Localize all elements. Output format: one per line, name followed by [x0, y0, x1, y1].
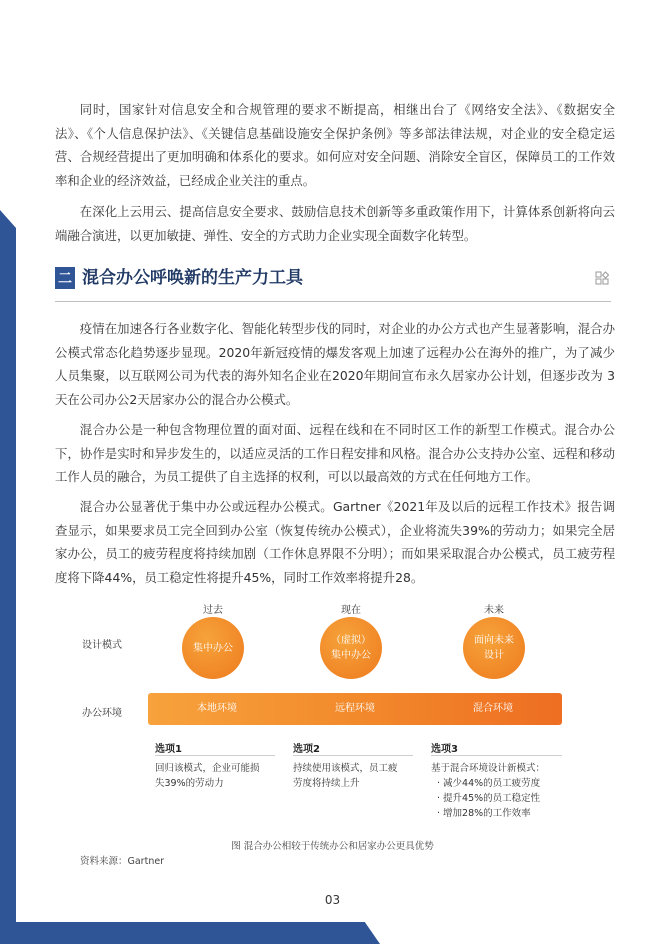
bottom-decoration-bar: [0, 922, 380, 944]
design-mode-present: [320, 617, 382, 679]
design-mode-future-line1: 面向未来: [474, 635, 514, 646]
option3-line3: · 提升45%的员工稳定性: [437, 793, 541, 804]
option3-rule: [431, 755, 562, 756]
option1-desc: [155, 761, 260, 791]
option3-title: 选项3: [431, 744, 458, 755]
left-decoration-bar: [0, 210, 16, 944]
page-number: 03: [324, 893, 341, 907]
figure-source: 资料来源：Gartner: [80, 856, 165, 867]
paragraph-regulation: 同时，国家针对信息安全和合规管理的要求不断提高，相继出台了《网络安全法》、《数据安全法》、《个人信息保护法》、《关键信息基础设施安全保护条例》等多部法律法规，对企业的安全稳定运营、合规经营提出了更加明确和体系化的要求。如何应对安全问题、消除安全盲区，保障员工的工作效率和企业的经济效益，已经成企业关注的重点。: [55, 102, 615, 188]
paragraph-hybrid-definition: 混合办公是一种包含物理位置的面对面、远程在线和在不同时区工作的新型工作模式。混合办公下，协作是实时和异步发生的，以适应灵活的工作日程安排和风格。混合办公支持办公室、远程和移动工作人员的融合，为员工提供了自主选择的权利，可以以最高效的方式在任何地方工作。: [55, 422, 615, 484]
section-title: 混合办公呼唤新的生产力工具: [82, 268, 303, 288]
option3-line1: 基于混合环境设计新模式：: [431, 763, 546, 774]
env-hybrid: 混合环境: [473, 703, 513, 714]
option1-title: 选项1: [155, 744, 182, 755]
design-mode-present-line1: （虚拟）: [331, 635, 371, 646]
env-local: 本地环境: [197, 703, 237, 714]
grid-icon: [595, 271, 609, 285]
option1-line1: 回归该模式，企业可能损: [155, 763, 260, 774]
paragraph-cloud: 在深化上云用云、提高信息安全要求、鼓励信息技术创新等多重政策作用下，计算体系创新将向云端融合演进，以更加敏捷、弹性、安全的方式助力企业实现全面数字化转型。: [55, 204, 615, 243]
env-remote: 远程环境: [335, 703, 375, 714]
paragraph-gartner: 混合办公显著优于集中办公或远程办公模式。Gartner《2021年及以后的远程工作技术》报告调查显示，如果要求员工完全回到办公室（恢复传统办公模式），企业将流失39%的劳动力；如果完全居家办公，员工的疲劳程度将持续加剧（工作休息界限不分明）；而如果采取混合办公模式，员工疲劳程度将下降44%，员工稳定性将提升45%，同时工作效率将提升28。: [55, 499, 615, 585]
option1-line2: 失39%的劳动力: [155, 778, 224, 789]
row-label-env: 办公环境: [82, 708, 122, 719]
option2-line2: 劳度将持续上升: [293, 778, 360, 789]
paragraph-pandemic: 疫情在加速各行各业数字化、智能化转型步伐的同时，对企业的办公方式也产生显著影响，混合办公模式常态化趋势逐步显现。2020年新冠疫情的爆发客观上加速了远程办公在海外的推广，为了减少人员集聚，以互联网公司为代表的海外知名企业在2020年期间宣布永久居家办公计划，但逐步改为 3 天在公司办公2天居家办公的混合办公模式。: [55, 321, 615, 407]
option2-rule: [293, 755, 413, 756]
option2-title: 选项2: [293, 744, 320, 755]
section-number: 二: [55, 267, 75, 289]
period-present: 现在: [341, 605, 361, 616]
row-label-design: 设计模式: [82, 640, 122, 651]
design-mode-future-line2: 设计: [484, 650, 504, 661]
option1-rule: [155, 755, 275, 756]
design-mode-past: [182, 617, 244, 679]
option3-desc: [431, 761, 545, 821]
option2-line1: 持续使用该模式，员工疲: [293, 763, 398, 774]
period-future: 未来: [484, 605, 504, 616]
design-mode-present-line2: 集中办公: [331, 650, 371, 661]
period-past: 过去: [203, 605, 223, 616]
option3-line4: · 增加28%的工作效率: [437, 808, 531, 819]
section-header: [55, 265, 611, 302]
design-mode-past-line1: 集中办公: [193, 642, 233, 654]
option3-line2: · 减少44%的员工疲劳度: [437, 778, 541, 789]
figure-caption: 图 混合办公相较于传统办公和居家办公更具优势: [231, 841, 434, 852]
option2-desc: [293, 761, 398, 791]
environment-bar: [148, 693, 562, 725]
design-mode-future: [463, 617, 525, 679]
